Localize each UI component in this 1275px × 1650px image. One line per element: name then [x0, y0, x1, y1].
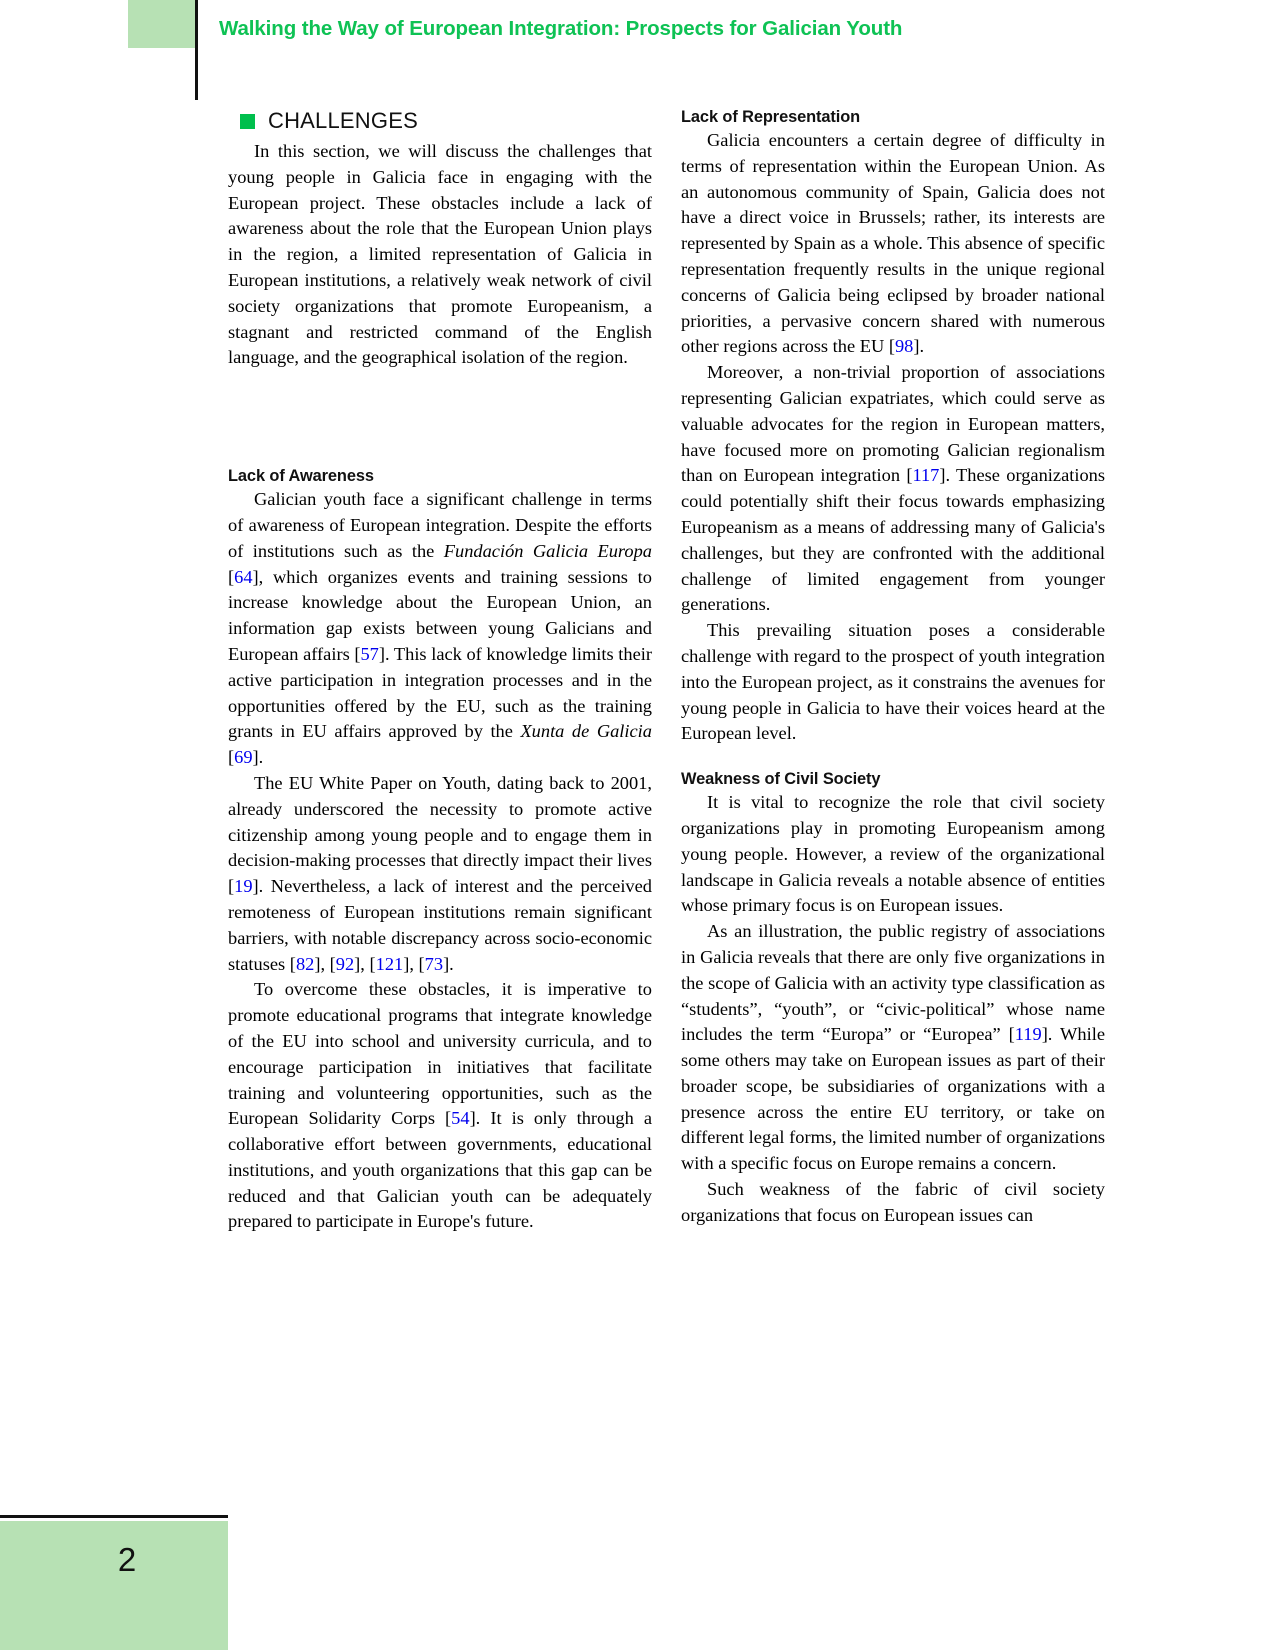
text-run: ], which organizes events and training sessions to increase knowledge about the European Union, an information gap exists between young Galicians and European affairs [: [228, 566, 652, 664]
text-run: ].: [252, 747, 264, 768]
vertical-spacer: [681, 747, 1105, 770]
paragraph-representation-3: This prevailing situation poses a considerable challenge with regard to the prospect of youth integration into the European project, as it constrains the avenues for young people in Galicia to have their voices heard at the European level.: [681, 620, 1105, 744]
text-run: ]. This lack of knowledge limits their active participation in integration processes and in the opportunities offered by the EU, such as the training grants in EU affairs approved by the: [228, 643, 652, 742]
paragraph-representation-2: [681, 360, 1105, 618]
running-title: Walking the Way of European Integration: Prospects for Galician Youth: [219, 17, 903, 40]
citation-ref[interactable]: 82: [295, 953, 315, 974]
header-green-block: [128, 0, 196, 48]
citation-ref[interactable]: 92: [335, 953, 355, 974]
citation-ref[interactable]: 64: [234, 566, 253, 587]
subheading-lack-of-awareness: Lack of Awareness: [228, 467, 374, 486]
subheading-lack-of-representation: Lack of Representation: [681, 108, 861, 126]
text-run: To overcome these obstacles, it is imperative to promote educational programs that integrate knowledge of the EU into school and university curricula, and to encourage participation in initiatives that facilitate training and volunteering opportunities, such as the European Solidarity Corps [: [228, 979, 652, 1129]
two-column-body: [228, 108, 1105, 1398]
paragraph-awareness-2: [228, 771, 652, 977]
citation-ref[interactable]: 69: [234, 747, 253, 768]
citation-ref[interactable]: 117: [912, 465, 940, 486]
paragraph-section-intro: In this section, we will discuss the challenges that young people in Galicia face in engaging with the European project. These obstacles include a lack of awareness about the role that the European Union plays in the region, a limited representation of Galicia in European institutions, a relatively weak network of civil society organizations that promote Europeanism, a stagnant and restricted command of the English language, and the geographical isolation of the region.: [228, 141, 652, 368]
text-run: ]. While some others may take on European issues as part of their broader scope, be subsidiaries of organizations with a presence across the entire EU territory, or take on different legal forms, the limited number of organizations with a specific focus on Europe remains a concern.: [681, 1024, 1105, 1174]
paragraph-awareness-3: [228, 977, 652, 1235]
citation-ref[interactable]: 73: [424, 953, 444, 974]
text-run: ], [: [403, 953, 425, 974]
page-number: 2: [117, 1541, 137, 1578]
citation-ref[interactable]: 119: [1014, 1024, 1042, 1045]
text-run: ]. These organizations could potentially shift their focus towards emphasizing Europeanism as a means of addressing many of Galicia's challenges, but they are confronted with the additional challenge of limited engagement from younger generations.: [681, 465, 1105, 615]
vertical-spacer: [228, 371, 652, 467]
paragraph-civil-society-3: Such weakness of the fabric of civil society organizations that focus on European issues can: [681, 1179, 1105, 1225]
citation-ref[interactable]: 98: [894, 336, 914, 357]
text-run: ].: [443, 953, 454, 974]
text-run: [: [228, 747, 235, 768]
paragraph-representation-1: [681, 128, 1105, 360]
citation-ref[interactable]: 54: [451, 1108, 470, 1129]
citation-ref[interactable]: 121: [375, 953, 404, 974]
italic-fundacion-galicia-europa: Fundación Galicia Europa: [443, 540, 652, 561]
text-run: Moreover, a non-trivial proportion of associations representing Galician expatriates, which could serve as valuable advocates for the region in European matters, have focused more on promoting Galician regionalism than on European integration [: [681, 362, 1105, 486]
column-left: [228, 108, 652, 1398]
text-run: Galicia encounters a certain degree of difficulty in terms of representation within the European Union. As an autonomous community of Spain, Galicia does not have a direct voice in Brussels; rather, its interests are represented by Spain as a whole. This absence of specific representation frequently results in the unique regional concerns of Galicia being eclipsed by broader national priorities, a pervasive concern shared with numerous other regions across the EU [: [681, 130, 1105, 357]
italic-xunta-de-galicia: Xunta de Galicia: [520, 721, 652, 742]
text-run: ]. It is only through a collaborative effort between governments, educational institutions, and youth organizations that this gap can be reduced and that Galician youth can be adequately prepared to participate in Europe's future.: [228, 1108, 653, 1232]
paragraph-awareness-1: [228, 487, 652, 771]
citation-ref[interactable]: 57: [360, 643, 379, 664]
footer-horizontal-rule: [0, 1515, 228, 1518]
text-run: [: [228, 566, 235, 587]
column-right: [681, 108, 1105, 1398]
section-heading-challenges: [240, 108, 652, 134]
header-vertical-rule: [195, 0, 198, 100]
section-title: CHALLENGES: [268, 108, 418, 133]
text-run: The EU White Paper on Youth, dating back to 2001, already underscored the necessity to promote active citizenship among young people and to engage them in decision-making processes that directly impact their lives [: [228, 772, 652, 897]
text-run: As an illustration, the public registry of associations in Galicia reveals that there are only five organizations in the scope of Galicia with an activity type classification as “students”, “youth”, or “civic-political” whose name includes the term “Europa” or “Europea” [: [681, 921, 1105, 1045]
paragraph-civil-society-1: It is vital to recognize the role that civil society organizations play in promoting Europeanism among young people. However, a review of the organizational landscape in Galicia reveals a notable absence of entities whose primary focus is on European issues.: [681, 792, 1105, 916]
text-run: ], [: [354, 953, 376, 974]
text-run: ], [: [314, 953, 336, 974]
subheading-weakness-of-civil-society: Weakness of Civil Society: [681, 770, 881, 789]
text-run: ]. Nevertheless, a lack of interest and the perceived remoteness of European institutions remain significant barriers, with notable discrepancy across socio-economic statuses [: [228, 876, 652, 974]
citation-ref[interactable]: 19: [234, 876, 253, 897]
paragraph-civil-society-2: [681, 919, 1105, 1177]
square-bullet-icon: [240, 114, 255, 129]
text-run: Galician youth face a significant challenge in terms of awareness of European integration. Despite the efforts of institutions such as the: [228, 489, 652, 561]
page-header: [0, 0, 1275, 100]
text-run: ].: [913, 336, 925, 357]
